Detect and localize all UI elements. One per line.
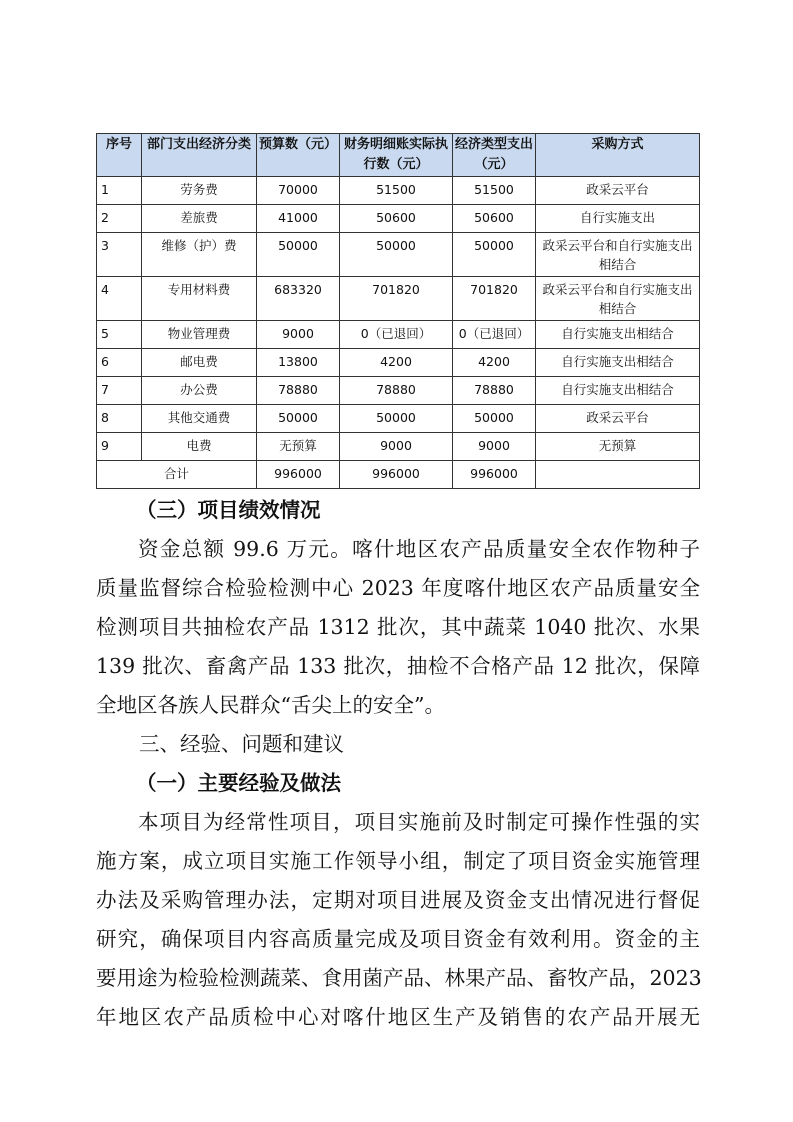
cell-budget: 78880 <box>257 377 340 405</box>
header-category: 部门支出经济分类 <box>142 134 257 177</box>
table-row <box>97 433 700 461</box>
cell-procurement: 政采云平台和自行实施支出相结合 <box>536 277 700 321</box>
cell-category: 专用材料费 <box>142 277 257 321</box>
paragraph-line: 施方案，成立项目实施工作领导小组，制定了项目资金实施管理 <box>96 849 700 873</box>
cell-budget: 50000 <box>257 233 340 277</box>
cell-economic: 50600 <box>453 205 536 233</box>
cell-procurement: 政采云平台和自行实施支出相结合 <box>536 233 700 277</box>
cell-category: 物业管理费 <box>142 321 257 349</box>
cell-category: 劳务费 <box>142 177 257 205</box>
budget-expenditure-table <box>96 133 700 489</box>
cell-category: 其他交通费 <box>142 405 257 433</box>
cell-budget: 9000 <box>257 321 340 349</box>
experience-heading: （一）主要经验及做法 <box>136 771 341 795</box>
header-index: 序号 <box>97 134 142 177</box>
table-row <box>97 321 700 349</box>
cell-budget: 683320 <box>257 277 340 321</box>
cell-actual: 0（已退回） <box>340 321 453 349</box>
cell-index: 2 <box>97 205 142 233</box>
cell-procurement: 自行实施支出相结合 <box>536 349 700 377</box>
total-budget: 996000 <box>257 461 340 489</box>
cell-economic: 51500 <box>453 177 536 205</box>
paragraph-line: 办法及采购管理办法，定期对项目进展及资金支出情况进行督促 <box>96 888 700 912</box>
cell-index: 3 <box>97 233 142 277</box>
cell-category: 电费 <box>142 433 257 461</box>
cell-actual: 4200 <box>340 349 453 377</box>
table-total-row <box>97 461 700 489</box>
table-row <box>97 177 700 205</box>
cell-procurement: 自行实施支出相结合 <box>536 377 700 405</box>
cell-index: 5 <box>97 321 142 349</box>
cell-actual: 701820 <box>340 277 453 321</box>
cell-economic: 0（已退回） <box>453 321 536 349</box>
table-row <box>97 349 700 377</box>
cell-actual: 78880 <box>340 377 453 405</box>
table-row <box>97 205 700 233</box>
table-row <box>97 233 700 277</box>
cell-index: 4 <box>97 277 142 321</box>
cell-budget: 70000 <box>257 177 340 205</box>
cell-budget: 无预算 <box>257 433 340 461</box>
cell-actual: 50000 <box>340 405 453 433</box>
table-row <box>97 405 700 433</box>
header-budget: 预算数（元） <box>257 134 340 177</box>
cell-actual: 9000 <box>340 433 453 461</box>
header-economic: 经济类型支出（元） <box>453 134 536 177</box>
cell-index: 8 <box>97 405 142 433</box>
paragraph-line: 要用途为检验检测蔬菜、食用菌产品、林果产品、畜牧产品，2023 <box>96 966 702 990</box>
cell-economic: 50000 <box>453 405 536 433</box>
total-label: 合计 <box>97 461 257 489</box>
performance-heading: （三）项目绩效情况 <box>136 498 321 522</box>
total-economic: 996000 <box>453 461 536 489</box>
cell-procurement: 政采云平台 <box>536 177 700 205</box>
cell-economic: 9000 <box>453 433 536 461</box>
total-procurement <box>536 461 700 489</box>
cell-index: 6 <box>97 349 142 377</box>
cell-economic: 701820 <box>453 277 536 321</box>
cell-procurement: 政采云平台 <box>536 405 700 433</box>
cell-index: 1 <box>97 177 142 205</box>
header-actual: 财务明细账实际执行数（元） <box>340 134 453 177</box>
cell-category: 邮电费 <box>142 349 257 377</box>
cell-category: 办公费 <box>142 377 257 405</box>
cell-index: 7 <box>97 377 142 405</box>
cell-procurement: 自行实施支出相结合 <box>536 321 700 349</box>
table-header-row <box>97 134 700 177</box>
experience-paragraph <box>96 803 700 1037</box>
section-three-heading: 三、经验、问题和建议 <box>139 732 344 756</box>
cell-budget: 50000 <box>257 405 340 433</box>
cell-economic: 50000 <box>453 233 536 277</box>
header-procurement: 采购方式 <box>536 134 700 177</box>
cell-index: 9 <box>97 433 142 461</box>
paragraph-line: 年地区农产品质检中心对喀什地区生产及销售的农产品开展无 <box>96 1005 700 1029</box>
table-row <box>97 277 700 321</box>
cell-procurement: 自行实施支出 <box>536 205 700 233</box>
cell-category: 差旅费 <box>142 205 257 233</box>
paragraph-line: 检测项目共抽检农产品 1312 批次，其中蔬菜 1040 批次、水果 <box>96 615 700 639</box>
cell-economic: 78880 <box>453 377 536 405</box>
cell-budget: 41000 <box>257 205 340 233</box>
paragraph-line: 本项目为经常性项目，项目实施前及时制定可操作性强的实 <box>138 810 700 834</box>
table-row <box>97 377 700 405</box>
performance-paragraph <box>96 530 700 725</box>
cell-economic: 4200 <box>453 349 536 377</box>
paragraph-line: 全地区各族人民群众“舌尖上的安全”。 <box>96 693 445 717</box>
cell-actual: 51500 <box>340 177 453 205</box>
paragraph-line: 研究，确保项目内容高质量完成及项目资金有效利用。资金的主 <box>96 927 700 951</box>
total-actual: 996000 <box>340 461 453 489</box>
paragraph-line: 质量监督综合检验检测中心 2023 年度喀什地区农产品质量安全 <box>96 576 700 600</box>
cell-budget: 13800 <box>257 349 340 377</box>
cell-actual: 50600 <box>340 205 453 233</box>
paragraph-line: 139 批次、畜禽产品 133 批次，抽检不合格产品 12 批次，保障 <box>96 654 700 678</box>
cell-procurement: 无预算 <box>536 433 700 461</box>
cell-actual: 50000 <box>340 233 453 277</box>
cell-category: 维修（护）费 <box>142 233 257 277</box>
paragraph-line: 资金总额 99.6 万元。喀什地区农产品质量安全农作物种子 <box>138 537 700 561</box>
